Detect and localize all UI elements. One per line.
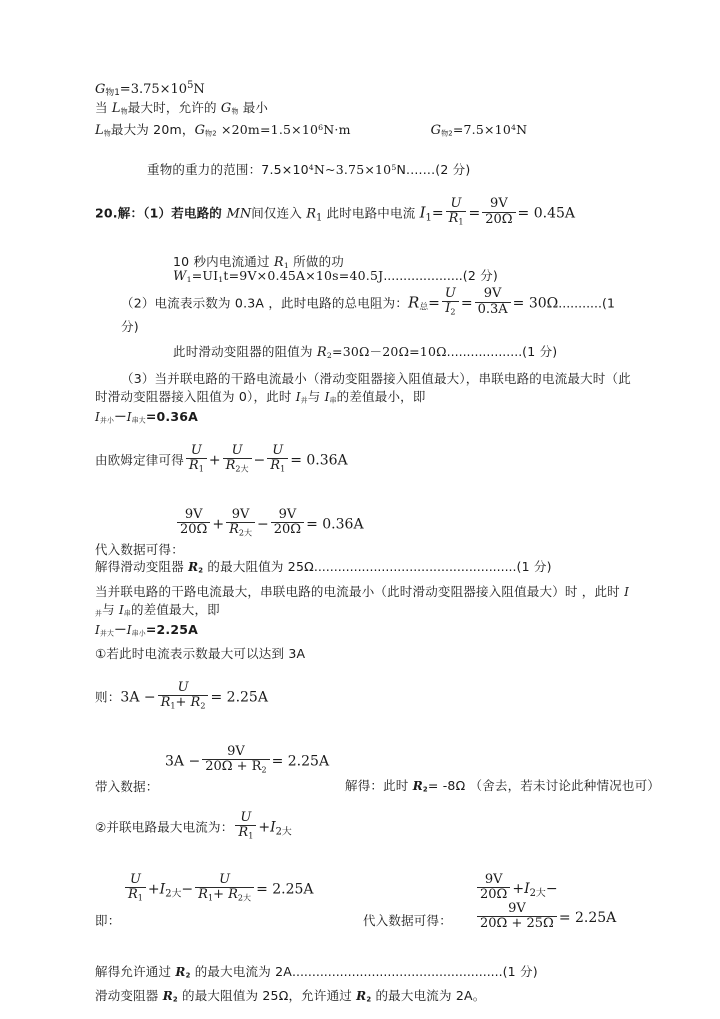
label-then: 则： — [95, 689, 121, 705]
fraction-9v-20ohm-c — [477, 873, 510, 902]
subscript-chuan-b: 串 — [123, 609, 131, 618]
den-sub-h: 1 — [248, 831, 254, 841]
exp-5a: 5 — [391, 163, 397, 172]
result-225A: =2.25A — [145, 621, 199, 637]
symbol-I-parallel-b: I — [624, 584, 630, 599]
subscript-2da-b: 2大 — [165, 888, 182, 900]
text-max-case-c: 的差值最大，即 — [130, 602, 220, 618]
num-9V-b: 9V — [231, 506, 250, 522]
subscript-2: 2 — [326, 351, 333, 361]
den-R-f: R — [238, 824, 249, 840]
text-solve-lead: 解得滑动变阻器 — [95, 558, 189, 574]
result-30ohm: = 30Ω — [512, 295, 559, 312]
line-diff-max — [95, 621, 635, 644]
label-substitute-2: 带入数据： — [95, 779, 159, 795]
line-l-max-calc — [95, 124, 635, 144]
group-substituted-equation — [475, 871, 635, 932]
den-sub-c: 1 — [280, 464, 286, 474]
den-R-a: R — [188, 457, 199, 473]
line-substitute-1 — [95, 506, 635, 558]
subscript-r1b: 1 — [283, 261, 289, 271]
subscript-wu2b: 物2 — [441, 129, 453, 138]
result-225A-eq2: = 2.25A — [271, 753, 330, 770]
exp-4a: 4 — [308, 163, 314, 172]
den-sub-i: 1 — [137, 893, 143, 903]
value-g2: =7.5×10 — [452, 122, 511, 138]
text-part3-b: 时滑动变阻器接入阻值为 0），此时 — [95, 389, 296, 405]
dot-leader-1: .................... — [383, 267, 463, 283]
operator-minus-6: − — [545, 880, 558, 897]
text-part3-a: （3）当并联电路的干路电流最小（滑动变阻器接入阻值最大），串联电路的电流最大时（此 — [121, 371, 631, 386]
subscript-2-d: 2 — [185, 971, 191, 980]
den-R-c: R — [270, 457, 281, 473]
line-g-wu-1 — [95, 80, 635, 100]
num-9V-c: 9V — [278, 507, 297, 523]
subscript-i1: 1 — [425, 212, 432, 224]
operator-minus-1: － — [114, 408, 127, 424]
numerator-U: U — [450, 196, 462, 211]
dot-leader-4: ................................................... — [313, 558, 517, 574]
text-q20-mid: 间仅连入 — [251, 205, 307, 221]
mark-2-points: (2 分) — [462, 267, 498, 283]
operator-minus-3: − — [257, 516, 269, 533]
symbol-W1: W — [173, 268, 187, 284]
den-20ohm-b: 20Ω — [271, 522, 304, 537]
unit-n2: N — [516, 122, 528, 138]
fraction-u-r1r2 — [158, 681, 209, 711]
symbol-I-chuan-da: I — [126, 409, 132, 424]
text-w-formula: =UI — [191, 267, 219, 283]
text-max-case-b: 此时 — [594, 583, 625, 599]
symbol-G4: G — [430, 123, 442, 139]
result-036A-eq2: = 0.36A — [306, 516, 364, 533]
text-and: 与 — [307, 389, 325, 405]
fraction-u-r1-d — [125, 873, 146, 903]
den-sub-e: 1 — [170, 701, 176, 711]
symbol-MN: MN — [226, 206, 252, 222]
subscript-2-c: 2 — [422, 786, 428, 795]
denominator-sub: 1 — [458, 217, 464, 227]
symbol-R-total: R — [408, 293, 420, 312]
den-sub-a: 1 — [198, 464, 204, 474]
text-final-tail: 的最大电流为 2A — [190, 963, 292, 979]
subscript-wu2: 物2 — [205, 129, 217, 138]
text-w-tail: t=9V×0.45A×10s=40.5J — [223, 267, 384, 283]
document-body — [95, 79, 660, 1010]
label-substitute-3: 代入数据可得： — [363, 913, 452, 929]
num-U-f: U — [129, 871, 141, 887]
symbol-I-bing-da: I — [95, 622, 100, 637]
symbol-R2-e: R — [162, 988, 173, 1003]
subscript-bing-xiao: 并小 — [99, 416, 115, 425]
line-q20-part1 — [95, 198, 635, 242]
text-work-mid: 所做的功 — [289, 254, 344, 269]
operator-plus-1: + — [208, 452, 221, 469]
den-20-25ohm: 20Ω + 25Ω — [477, 916, 557, 931]
denominator-sub-2: 2 — [450, 307, 456, 317]
text-part3-c: 的差值最小，即 — [336, 389, 426, 405]
text-solution-note — [345, 780, 660, 794]
text-conclusion-tail: 的最大电流为 2A。 — [371, 987, 486, 1003]
subscript-bing-b: 并 — [95, 609, 103, 618]
line-q20-part3 — [95, 370, 635, 407]
line-case1-substitute — [95, 743, 660, 795]
num-U-c: U — [272, 442, 284, 458]
subscript-wu-c: 物 — [103, 129, 111, 138]
num-U-d: U — [177, 679, 189, 695]
mark-1-point-b: (1 分) — [522, 344, 558, 359]
num-9V-d: 9V — [227, 743, 245, 759]
mark-1-point-c: (1 分) — [516, 558, 552, 574]
equals-3: = — [428, 295, 440, 312]
fraction-u-over-r1 — [446, 197, 467, 227]
den-R-g: R — [128, 886, 138, 902]
symbol-I-parallel: I — [295, 390, 301, 405]
den-R1-e: R — [160, 694, 171, 710]
symbol-L2: L — [95, 123, 104, 139]
text-allowed: 最大时，允许的 — [127, 100, 221, 115]
text-lmax: 最大为 20m， — [110, 122, 195, 138]
den-sub-f: 2 — [200, 701, 206, 711]
den-plus-R: + R — [175, 694, 201, 710]
subscript-wu-b: 物 — [231, 107, 239, 116]
dot-leader-5: ..................................................... — [292, 963, 503, 979]
label-substitute-1: 代入数据可得： — [95, 542, 184, 558]
numerator-9V: 9V — [490, 196, 508, 212]
symbol-I-chuan-xiao: I — [126, 622, 132, 637]
text-range-tail: N.......(2 分) — [396, 162, 471, 178]
subscript-2-e: 2 — [172, 995, 178, 1004]
text-solve-r2: 解得：此时 — [345, 778, 413, 794]
num-U-e: U — [240, 809, 252, 825]
symbol-I-series: I — [324, 390, 330, 405]
text-when: 当 — [95, 100, 112, 115]
subscript-bing: 并 — [300, 396, 308, 405]
num-U-g: U — [219, 871, 231, 887]
operator-plus-3: + — [258, 819, 271, 836]
expr-3A-minus-b: 3A − — [165, 753, 201, 770]
line-case-2 — [95, 809, 635, 856]
symbol-R2-c: R — [412, 779, 423, 794]
den-sub-j: 1 — [207, 893, 214, 903]
line-ohm-law — [95, 442, 635, 491]
fraction-u-r1-r2da — [195, 873, 254, 903]
den-sub-d: 2大 — [238, 528, 253, 538]
num-9V-f: 9V — [508, 900, 526, 916]
label-namely: 即： — [95, 913, 121, 929]
operator-minus-5: − — [181, 881, 194, 898]
text-solve-tail: 的最大阻值为 25Ω — [203, 558, 314, 574]
line-case-1 — [95, 645, 635, 668]
fraction-u-r1-b — [267, 444, 288, 474]
expr-3A-minus: 3A − — [120, 689, 156, 706]
symbol-R1b: R — [273, 255, 284, 270]
text-q20-tail: 此时电路中电流 — [322, 205, 420, 221]
fraction-9v-20ohm-r2 — [202, 745, 269, 775]
line-q20-part2 — [95, 288, 635, 332]
den-plus-R-b: + R — [213, 886, 238, 902]
num-9V-a: 9V — [184, 507, 203, 523]
text-r2-calc: =30Ω－20Ω=10Ω — [332, 344, 447, 359]
text-q20-lead: 20.解：（1）若电路的 — [95, 205, 227, 221]
line-weight-range — [95, 164, 635, 184]
mark-1-point-d: (1 分) — [502, 963, 538, 979]
line-diff-min — [95, 408, 635, 431]
subscript-1: 1 — [316, 212, 323, 224]
unit-newton: N — [193, 82, 205, 97]
text-case-1: 若此时电流表示数最大可以达到 3A — [106, 645, 306, 661]
numerator-U2: U — [444, 286, 456, 301]
text-min: 最小 — [238, 100, 269, 115]
fraction-u-r1-a — [186, 444, 207, 474]
fraction-u-r1-c — [235, 811, 256, 841]
result-036A: =0.36A — [145, 408, 199, 424]
fraction-9v-over-03a — [475, 287, 511, 316]
symbol-L: L — [111, 101, 121, 116]
num-9V-e: 9V — [484, 871, 503, 887]
den-20ohm-plus-R: 20Ω + R — [205, 758, 262, 774]
subscript-bing-da: 并大 — [99, 629, 115, 638]
text-range-mid: N~3.75×10 — [313, 162, 392, 178]
subscript-2da-c: 2大 — [529, 887, 546, 899]
symbol-I2da: I — [270, 819, 276, 836]
symbol-R2: R — [316, 345, 327, 360]
denominator-20ohm: 20Ω — [482, 212, 515, 227]
line-r2-max-result — [95, 558, 635, 581]
symbol-G: G — [95, 82, 106, 97]
text-conclusion-lead: 滑动变阻器 — [95, 987, 163, 1003]
fraction-9v-r2da — [226, 508, 255, 538]
text-final-lead: 解得允许通过 — [95, 963, 176, 979]
den-sub-b: 2大 — [235, 464, 249, 474]
text-r2-negative: = -8Ω （舍去，若未讨论此种情况也可） — [427, 778, 660, 794]
subscript-wu: 物 — [120, 107, 128, 116]
equals-1: = — [431, 205, 444, 222]
subscript-chuan-da: 串大 — [131, 416, 146, 425]
line-r2-value — [95, 346, 635, 366]
fraction-9v-45ohm — [477, 902, 557, 931]
den-sub-k: 2大 — [237, 893, 252, 903]
text-range: 重物的重力的范围：7.5×10 — [147, 162, 309, 178]
symbol-R1: R — [306, 206, 317, 222]
symbol-R2-f: R — [356, 988, 367, 1003]
line-case1-equation — [95, 679, 635, 728]
subscript-2da: 2大 — [275, 826, 292, 838]
result-225A-eq: = 2.25A — [210, 689, 268, 706]
den-R-b: R — [225, 457, 236, 473]
operator-plus-4: + — [147, 881, 160, 898]
fraction-u-r2da — [223, 444, 252, 474]
line-case2-equations — [95, 871, 635, 931]
denominator-03A: 0.3A — [475, 302, 511, 317]
operator-minus-4: － — [114, 621, 127, 637]
subscript-chuan-xiao: 串小 — [131, 629, 146, 638]
text-and-b: 与 — [102, 602, 119, 618]
line-condition-max — [95, 102, 635, 122]
line-max-case — [95, 583, 635, 620]
text-max-case-a: 当并联电路的干路电流最大，串联电路的电流最小（此时滑动变阻器接入阻值最大）时 ， — [95, 583, 595, 599]
num-U-a: U — [190, 442, 202, 458]
dot-leader-3: ................... — [446, 344, 523, 359]
operator-minus-2: − — [253, 452, 266, 469]
value-text: =3.75×10 — [119, 82, 188, 97]
text-r2-lead: 此时滑动变阻器的阻值为 — [173, 344, 317, 359]
den-sub-g: 2 — [261, 765, 267, 775]
subscript-2-f: 2 — [366, 995, 372, 1004]
symbol-G2: G — [220, 101, 232, 116]
den-20ohm-a: 20Ω — [177, 522, 210, 537]
dot-leader-2: ........... — [558, 295, 602, 311]
den-R1-h: R — [198, 886, 208, 902]
symbol-I-bing-xiao: I — [95, 409, 100, 424]
circled-number-2: ② — [95, 819, 107, 835]
exponent-4: 4 — [511, 123, 517, 132]
subscript-i-1: 1 — [218, 275, 224, 285]
subscript-wu1: 物1 — [105, 88, 120, 99]
mark-1-point-a: (1 分) — [121, 295, 616, 334]
symbol-R2-d: R — [175, 964, 186, 979]
symbol-G3: G — [194, 123, 206, 139]
line-work-w1 — [95, 254, 635, 285]
subscript-w1: 1 — [186, 275, 192, 285]
subscript-2-b: 2 — [198, 566, 204, 575]
result-225A-eq4: = 2.25A — [558, 909, 617, 926]
circled-number-1: ① — [95, 645, 107, 661]
fraction-9v-20ohm-a — [177, 508, 210, 537]
fraction-u-over-i2 — [442, 287, 459, 317]
denominator-I: I — [445, 301, 451, 317]
text-10s: 10 秒内电流通过 — [173, 254, 274, 269]
symbol-I2da-c: I — [524, 880, 530, 897]
text-by-ohms-law: 由欧姆定律可得 — [95, 452, 184, 468]
line-conclusion — [95, 987, 635, 1010]
text-part2-lead: （2）电流表示数为 0.3A ，此时电路的总电阻为： — [121, 295, 409, 311]
equals-4: = — [460, 295, 473, 312]
symbol-I2da-b: I — [159, 881, 166, 898]
text-conclusion-mid: 的最大阻值为 25Ω，允许通过 — [177, 987, 357, 1003]
line-final-current — [95, 963, 635, 986]
symbol-I-series-b: I — [118, 603, 124, 618]
result-225A-eq3: = 2.25A — [256, 881, 314, 898]
symbol-I1: I — [419, 203, 426, 222]
exponent-6: 6 — [318, 123, 324, 132]
subscript-chuan: 串 — [329, 396, 337, 405]
num-U-b: U — [231, 442, 243, 458]
symbol-R2-b: R — [188, 559, 199, 574]
result-0-45A: = 0.45A — [517, 205, 576, 222]
text-case-2-lead: 并联电路最大电流为： — [106, 819, 234, 835]
den-20ohm-c: 20Ω — [477, 887, 510, 902]
operator-plus-5: + — [512, 880, 525, 897]
operator-plus-2: + — [212, 516, 225, 533]
exponent: 5 — [187, 79, 194, 91]
fraction-9v-20ohm-b — [271, 508, 304, 537]
numerator-9V2: 9V — [483, 286, 502, 302]
den-R-d: R — [229, 521, 239, 537]
unit-nm: N·m — [323, 122, 351, 138]
result-036A-eq: = 0.36A — [290, 452, 348, 469]
fraction-9v-over-20ohm — [482, 197, 515, 226]
subscript-zong: 总 — [419, 302, 429, 313]
expr-torque: ×20m=1.5×10 — [216, 122, 319, 138]
denominator-R: R — [448, 211, 459, 227]
equals-2: = — [468, 205, 481, 222]
